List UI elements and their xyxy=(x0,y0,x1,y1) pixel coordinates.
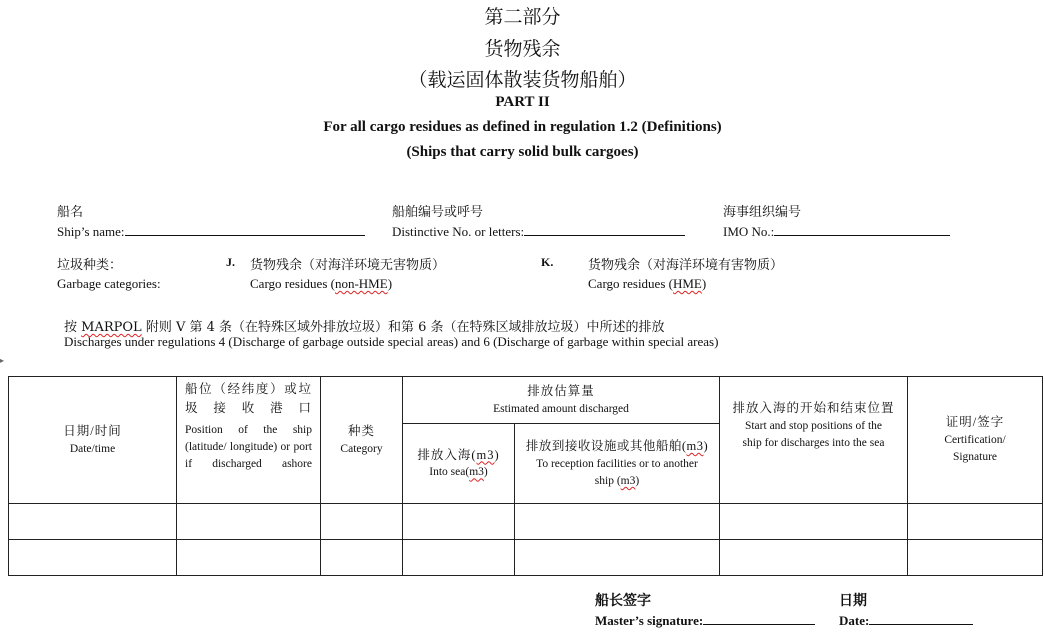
imo-blank[interactable] xyxy=(774,223,950,236)
header-estimated-amount: 排放估算量 Estimated amount discharged xyxy=(403,377,720,424)
discharge-rule-en: Discharges under regulations 4 (Discharge of garbage outside special areas) and 6 (Discharge of garbage within special areas) xyxy=(64,334,719,349)
header-to-reception: 排放到接收设施或其他船舶(m3) To reception facilities or to another ship (m3) xyxy=(515,424,720,504)
garbage-label-zh: 垃圾种类： xyxy=(57,258,123,273)
category-k-letter: K. xyxy=(541,255,554,269)
title-zh: 货物残余 xyxy=(484,38,561,60)
non-hme-term: non-HME xyxy=(334,276,388,291)
header-certification: 证明/签字 Certification/ Signature xyxy=(908,377,1043,504)
callsign-label-en: Distinctive No. or letters: xyxy=(392,224,525,239)
callsign-label-zh: 船舶编号或呼号 xyxy=(392,205,484,220)
date-label-zh: 日期 xyxy=(839,593,867,609)
date-blank[interactable] xyxy=(869,612,973,625)
ship-name-field[interactable] xyxy=(57,223,365,240)
header-into-sea: 排放入海(m3) Into sea(m3) xyxy=(403,424,515,504)
cell-date[interactable] xyxy=(9,504,177,540)
cell-start-stop[interactable] xyxy=(720,540,908,576)
marpol-term: MARPOL xyxy=(81,320,142,335)
master-signature-blank[interactable] xyxy=(703,612,815,625)
discharge-rule-zh: 按 MARPOL 附则 V 第 4 条（在特殊区域外排放垃圾）和第 6 条（在特殊区域排放垃圾）中所述的排放 xyxy=(64,320,665,335)
cell-to-reception[interactable] xyxy=(515,504,720,540)
hme-term: HME xyxy=(672,276,702,291)
table-row xyxy=(9,504,1043,540)
header-category: 种类 Category xyxy=(321,377,403,504)
category-k-en: Cargo residues (HME) xyxy=(588,276,707,291)
category-k-zh: 货物残余（对海洋环境有害物质） xyxy=(588,258,784,273)
ship-name-label-en: Ship’s name: xyxy=(57,224,125,239)
header-start-stop-positions: 排放入海的开始和结束位置 Start and stop positions of the ship for discharges into the sea xyxy=(720,377,908,504)
callsign-blank[interactable] xyxy=(524,223,685,236)
master-signature-field[interactable] xyxy=(595,612,815,629)
ship-name-blank[interactable] xyxy=(125,223,365,236)
cell-start-stop[interactable] xyxy=(720,504,908,540)
imo-field[interactable] xyxy=(723,223,950,240)
discharge-record-table xyxy=(8,376,1043,576)
ship-name-label-zh: 船名 xyxy=(57,205,84,220)
subtitle-zh: （载运固体散装货物船舶） xyxy=(408,69,637,91)
table-row xyxy=(9,540,1043,576)
cell-into-sea[interactable] xyxy=(403,540,515,576)
master-signature-label-zh: 船长签字 xyxy=(595,593,651,609)
title-en: For all cargo residues as defined in regulation 1.2 (Definitions) xyxy=(323,119,722,135)
date-label-en: Date: xyxy=(839,613,870,628)
subtitle-en: (Ships that carry solid bulk cargoes) xyxy=(406,144,639,160)
cell-category[interactable] xyxy=(321,504,403,540)
master-signature-label-en: Master’s signature: xyxy=(595,613,704,628)
cell-certification[interactable] xyxy=(908,540,1043,576)
header-date: 日期/时间 Date/time xyxy=(9,377,177,504)
cell-position[interactable] xyxy=(177,540,321,576)
category-j-en: Cargo residues (non-HME) xyxy=(250,276,393,291)
imo-label-en: IMO No.: xyxy=(723,224,775,239)
cell-position[interactable] xyxy=(177,504,321,540)
cell-to-reception[interactable] xyxy=(515,540,720,576)
cell-into-sea[interactable] xyxy=(403,504,515,540)
callsign-field[interactable] xyxy=(392,223,685,240)
date-field[interactable] xyxy=(839,612,973,629)
part-number-zh: 第二部分 xyxy=(484,6,561,28)
cell-date[interactable] xyxy=(9,540,177,576)
header-position: 船位（经纬度）或垃圾接收港口 Position of the ship (latitude/ longitude) or port if discharged ashore xyxy=(177,377,321,504)
category-j-zh: 货物残余（对海洋环境无害物质） xyxy=(250,258,446,273)
margin-marker: ▸ xyxy=(0,356,5,365)
part-number-en: PART II xyxy=(495,94,550,110)
garbage-label-en: Garbage categories: xyxy=(57,276,161,291)
cell-category[interactable] xyxy=(321,540,403,576)
cell-certification[interactable] xyxy=(908,504,1043,540)
imo-label-zh: 海事组织编号 xyxy=(723,205,802,220)
category-j-letter: J. xyxy=(226,255,235,269)
